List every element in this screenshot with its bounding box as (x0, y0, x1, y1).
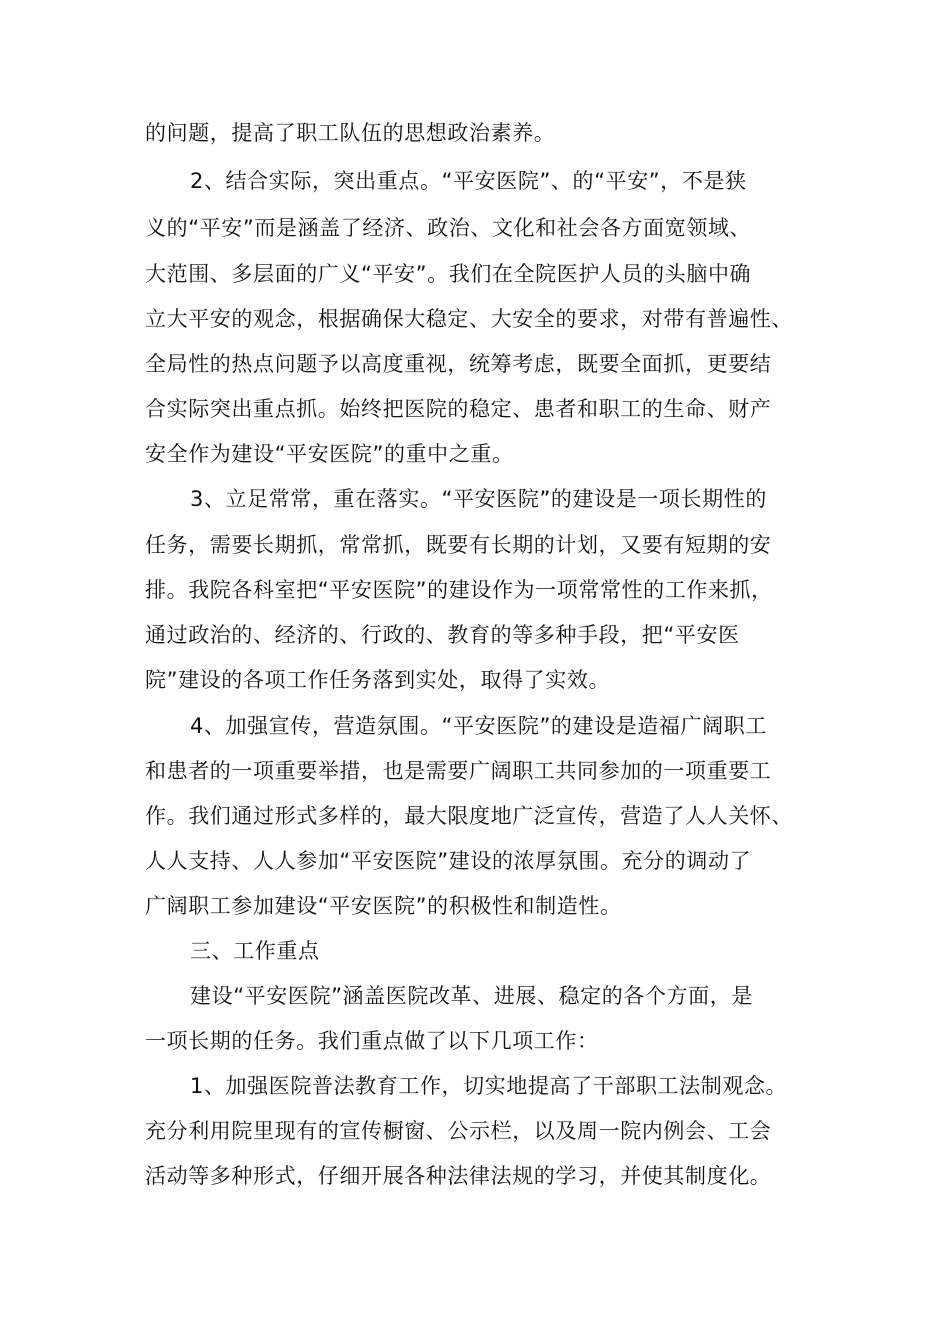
text-line: 1、加强医院普法教育工作，切实地提高了干部职工法制观念。 (190, 1074, 788, 1098)
text-line: 排。我院各科室把“平安医院”的建设作为一项常常性的工作来抓， (145, 578, 773, 602)
text-line: 3、立足常常，重在落实。“平安医院”的建设是一项长期性的 (190, 487, 767, 511)
text-line: 全局性的热点问题予以高度重视，统筹考虑，既要全面抓，更要结 (145, 352, 772, 376)
text-line: 人人支持、人人参加“平安医院”建设的浓厚氛围。充分的调动了 (145, 849, 752, 873)
text-line: 作。我们通过形式多样的，最大限度地广泛宣传，营造了人人关怀、 (145, 804, 793, 828)
text-line: 通过政治的、经济的、行政的、教育的等多种手段，把“平安医 (145, 623, 740, 647)
text-line: 任务，需要长期抓，常常抓，既要有长期的计划，又要有短期的安 (145, 533, 772, 557)
text-line: 安全作为建设“平安医院”的重中之重。 (145, 442, 514, 466)
text-line: 院”建设的各项工作任务落到实处，取得了实效。 (145, 668, 611, 692)
text-line: 大范围、多层面的广义“平安”。我们在全院医护人员的头脑中确 (145, 262, 752, 286)
text-line: 活动等多种形式，仔细开展各种法律法规的学习，并使其制度化。 (145, 1164, 772, 1188)
text-line: 义的“平安”而是涵盖了经济、政治、文化和社会各方面宽领域、 (145, 216, 752, 240)
text-line: 广阔职工参加建设“平安医院”的积极性和制造性。 (145, 894, 622, 918)
text-line: 立大平安的观念，根据确保大稳定、大安全的要求，对带有普遍性、 (145, 307, 793, 331)
text-line: 4、加强宣传，营造氛围。“平安医院”的建设是造福广阔职工 (190, 714, 767, 738)
text-line: 2、结合实际，突出重点。“平安医院”、的“平安”，不是狭 (190, 169, 747, 193)
text-line: 和患者的一项重要举措，也是需要广阔职工共同参加的一项重要工 (145, 759, 772, 783)
text-line: 一项长期的任务。我们重点做了以下几项工作： (145, 1029, 599, 1053)
section-heading: 三、工作重点 (190, 939, 320, 963)
text-line: 的问题，提高了职工队伍的思想政治素养。 (145, 121, 556, 145)
text-line: 充分利用院里现有的宣传橱窗、公示栏，以及周一院内例会、工会 (145, 1119, 772, 1143)
text-line: 建设“平安医院”涵盖医院改革、进展、稳定的各个方面，是 (190, 984, 753, 1008)
text-line: 合实际突出重点抓。始终把医院的稳定、患者和职工的生命、财产 (145, 397, 772, 421)
